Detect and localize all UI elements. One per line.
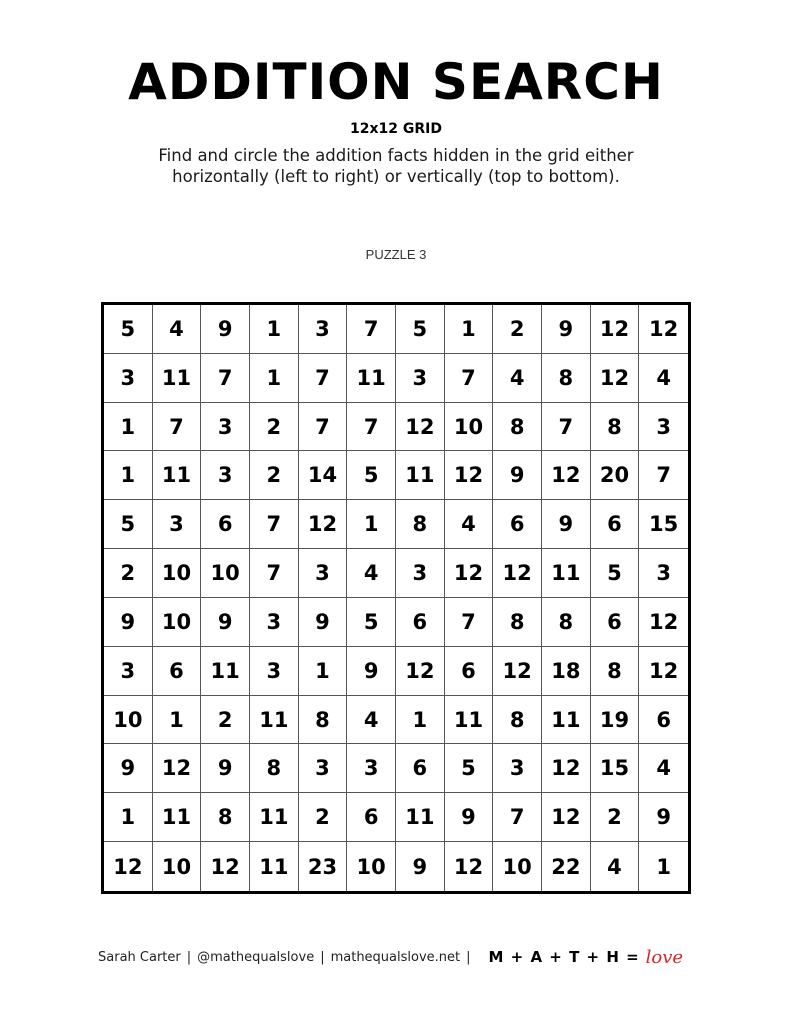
grid-cell[interactable]: 7	[250, 500, 299, 549]
grid-cell[interactable]: 12	[104, 842, 153, 891]
grid-cell[interactable]: 1	[104, 793, 153, 842]
grid-cell[interactable]: 4	[445, 500, 494, 549]
grid-cell[interactable]: 7	[299, 403, 348, 452]
grid-cell[interactable]: 2	[299, 793, 348, 842]
grid-cell[interactable]: 1	[104, 451, 153, 500]
grid-cell[interactable]: 3	[104, 647, 153, 696]
grid-cell[interactable]: 3	[250, 598, 299, 647]
grid-cell[interactable]: 4	[347, 696, 396, 745]
grid-cell[interactable]: 1	[250, 354, 299, 403]
grid-cell[interactable]: 9	[542, 500, 591, 549]
grid-cell[interactable]: 1	[445, 305, 494, 354]
grid-cell[interactable]: 12	[639, 305, 688, 354]
grid-cell[interactable]: 18	[542, 647, 591, 696]
grid-cell[interactable]: 9	[396, 842, 445, 891]
grid-cell[interactable]: 1	[153, 696, 202, 745]
grid-cell[interactable]: 7	[445, 598, 494, 647]
grid-cell[interactable]: 9	[104, 598, 153, 647]
grid-cell[interactable]: 3	[299, 549, 348, 598]
page-title: ADDITION SEARCH	[128, 53, 664, 111]
grid-cell[interactable]: 10	[493, 842, 542, 891]
grid-cell[interactable]: 12	[153, 744, 202, 793]
grid-cell[interactable]: 9	[347, 647, 396, 696]
grid-cell[interactable]: 8	[542, 598, 591, 647]
grid-cell[interactable]: 5	[104, 305, 153, 354]
grid-size-subtitle: 12x12 GRID	[350, 121, 442, 137]
grid-cell[interactable]: 2	[493, 305, 542, 354]
grid-cell[interactable]: 19	[591, 696, 640, 745]
instructions	[0, 145, 792, 187]
grid-cell[interactable]: 9	[493, 451, 542, 500]
grid-cell[interactable]: 2	[104, 549, 153, 598]
grid-cell[interactable]: 9	[201, 305, 250, 354]
puzzle-label: PUZZLE 3	[365, 247, 427, 262]
grid-cell[interactable]: 6	[347, 793, 396, 842]
grid-cell[interactable]: 5	[347, 598, 396, 647]
grid-cell[interactable]: 3	[493, 744, 542, 793]
grid-cell[interactable]: 1	[299, 647, 348, 696]
grid-cell[interactable]: 2	[591, 793, 640, 842]
grid-cell[interactable]: 12	[445, 842, 494, 891]
grid-cell[interactable]: 8	[493, 598, 542, 647]
grid-cell[interactable]: 11	[153, 451, 202, 500]
grid-cell[interactable]: 11	[347, 354, 396, 403]
grid-cell[interactable]: 6	[445, 647, 494, 696]
grid-cell[interactable]: 5	[591, 549, 640, 598]
grid-cell[interactable]: 6	[591, 500, 640, 549]
grid-cell[interactable]: 4	[153, 305, 202, 354]
grid-cell[interactable]: 2	[250, 403, 299, 452]
grid-cell[interactable]: 6	[201, 500, 250, 549]
grid-cell[interactable]: 3	[299, 305, 348, 354]
instructions-line-1: Find and circle the addition facts hidden in the grid either	[158, 146, 634, 165]
grid-cell[interactable]: 7	[445, 354, 494, 403]
grid-cell[interactable]: 22	[542, 842, 591, 891]
grid-cell[interactable]: 10	[201, 549, 250, 598]
grid-cell[interactable]: 12	[639, 647, 688, 696]
grid-cell[interactable]: 9	[299, 598, 348, 647]
footer-separator: |	[466, 949, 471, 965]
grid-cell[interactable]: 7	[347, 305, 396, 354]
grid-cell[interactable]: 3	[250, 647, 299, 696]
grid-cell[interactable]: 7	[153, 403, 202, 452]
grid-cell[interactable]: 3	[347, 744, 396, 793]
grid-cell[interactable]: 4	[347, 549, 396, 598]
grid-cell[interactable]: 8	[201, 793, 250, 842]
grid-cell[interactable]: 12	[493, 549, 542, 598]
footer-separator: |	[186, 949, 192, 965]
grid-cell[interactable]: 7	[299, 354, 348, 403]
grid-cell[interactable]: 2	[250, 451, 299, 500]
grid-cell[interactable]: 1	[656, 854, 671, 879]
grid-cell[interactable]: 12	[639, 598, 688, 647]
grid-cell[interactable]: 12	[542, 744, 591, 793]
footer	[98, 946, 683, 968]
grid-cell[interactable]: 7	[493, 793, 542, 842]
grid-cell[interactable]: 6	[639, 696, 688, 745]
grid-cell[interactable]: 7	[201, 354, 250, 403]
grid-cell[interactable]: 3	[396, 549, 445, 598]
grid-cell[interactable]: 11	[153, 793, 202, 842]
grid-cell[interactable]: 8	[250, 744, 299, 793]
grid-cell[interactable]: 7	[250, 549, 299, 598]
grid-cell[interactable]: 4	[493, 354, 542, 403]
grid-cell[interactable]: 3	[201, 403, 250, 452]
grid-cell[interactable]: 3	[396, 354, 445, 403]
grid-cell[interactable]: 4	[591, 842, 640, 891]
grid-cell[interactable]: 11	[250, 793, 299, 842]
grid-cell[interactable]: 11	[250, 696, 299, 745]
grid-cell[interactable]: 8	[591, 647, 640, 696]
grid-cell[interactable]: 12	[493, 647, 542, 696]
grid-cell[interactable]: 8	[299, 696, 348, 745]
grid-cell[interactable]: 10	[445, 403, 494, 452]
grid-cell[interactable]: 1	[250, 305, 299, 354]
grid-cell[interactable]: 10	[153, 549, 202, 598]
grid-cell[interactable]: 9	[201, 598, 250, 647]
grid-cell[interactable]: 11	[445, 696, 494, 745]
footer-handle: @mathequalslove	[197, 949, 315, 965]
grid-cell[interactable]: 11	[250, 842, 299, 891]
grid-cell[interactable]: 8	[591, 403, 640, 452]
grid-cell[interactable]: 10	[153, 598, 202, 647]
grid-cell[interactable]: 9	[542, 305, 591, 354]
grid-cell[interactable]: 1	[347, 500, 396, 549]
grid-cell[interactable]: 14	[299, 451, 348, 500]
number-search-grid	[101, 302, 691, 894]
grid-cell[interactable]: 9	[639, 793, 688, 842]
grid-cell[interactable]: 10	[347, 842, 396, 891]
grid-cell[interactable]: 8	[542, 354, 591, 403]
grid-cell[interactable]: 7	[542, 403, 591, 452]
grid-cell[interactable]: 7	[347, 403, 396, 452]
grid-cell[interactable]: 8	[493, 696, 542, 745]
grid-cell[interactable]: 6	[396, 598, 445, 647]
grid-cell[interactable]: 3	[639, 549, 688, 598]
grid-cell[interactable]: 10	[153, 842, 202, 891]
grid-cell[interactable]: 3	[639, 403, 688, 452]
footer-website: mathequalslove.net	[330, 949, 461, 965]
grid-cell[interactable]: 8	[493, 403, 542, 452]
grid-cell[interactable]: 3	[104, 354, 153, 403]
grid-cell[interactable]: 12	[445, 451, 494, 500]
grid-cell[interactable]: 12	[201, 842, 250, 891]
grid-cell[interactable]: 6	[396, 744, 445, 793]
grid-cell[interactable]: 9	[104, 744, 153, 793]
grid-cell[interactable]: 3	[201, 451, 250, 500]
grid-cell[interactable]: 11	[396, 793, 445, 842]
grid-cell[interactable]: 6	[591, 598, 640, 647]
grid-cell[interactable]: 12	[445, 549, 494, 598]
grid-cell[interactable]: 15	[639, 500, 688, 549]
grid-cell[interactable]: 3	[299, 744, 348, 793]
footer-love-script: love	[645, 946, 684, 968]
footer-author: Sarah Carter	[98, 949, 181, 965]
grid-cell[interactable]: 23	[299, 842, 348, 891]
grid-cell[interactable]: 15	[591, 744, 640, 793]
grid-cell[interactable]: 11	[396, 451, 445, 500]
grid-cell[interactable]: 5	[347, 451, 396, 500]
instructions-line-2: horizontally (left to right) or vertically (top to bottom).	[172, 167, 620, 186]
footer-separator: |	[320, 949, 325, 965]
grid-cell[interactable]: 6	[493, 500, 542, 549]
grid-cell[interactable]: 11	[542, 696, 591, 745]
grid-cell[interactable]: 11	[153, 354, 202, 403]
grid-cell[interactable]: 12	[591, 305, 640, 354]
grid-cell[interactable]: 11	[542, 549, 591, 598]
grid-cell[interactable]: 6	[153, 647, 202, 696]
grid-cell[interactable]: 3	[153, 500, 202, 549]
grid-cell[interactable]: 12	[299, 500, 348, 549]
grid-cell[interactable]: 8	[396, 500, 445, 549]
grid-cell[interactable]: 4	[639, 744, 688, 793]
grid-cell[interactable]: 1	[396, 696, 445, 745]
grid-cell[interactable]: 4	[639, 354, 688, 403]
grid-cell[interactable]: 10	[104, 696, 153, 745]
grid-cell[interactable]: 1	[104, 403, 153, 452]
grid-cell[interactable]: 12	[396, 647, 445, 696]
grid-cell[interactable]: 5	[396, 305, 445, 354]
footer-brand-logo: M + A + T + H =	[488, 948, 640, 966]
grid-cell[interactable]: 9	[445, 793, 494, 842]
grid-cell[interactable]: 20	[591, 451, 640, 500]
grid-cell[interactable]: 5	[104, 500, 153, 549]
grid-cell[interactable]: 12	[396, 403, 445, 452]
grid-cell[interactable]: 7	[639, 451, 688, 500]
grid-cell[interactable]: 12	[591, 354, 640, 403]
grid-cell[interactable]: 12	[542, 793, 591, 842]
grid-cell[interactable]: 12	[542, 451, 591, 500]
grid-cell[interactable]: 9	[201, 744, 250, 793]
grid-cell[interactable]: 11	[201, 647, 250, 696]
grid-cell[interactable]: 5	[445, 744, 494, 793]
grid-cell[interactable]: 2	[201, 696, 250, 745]
